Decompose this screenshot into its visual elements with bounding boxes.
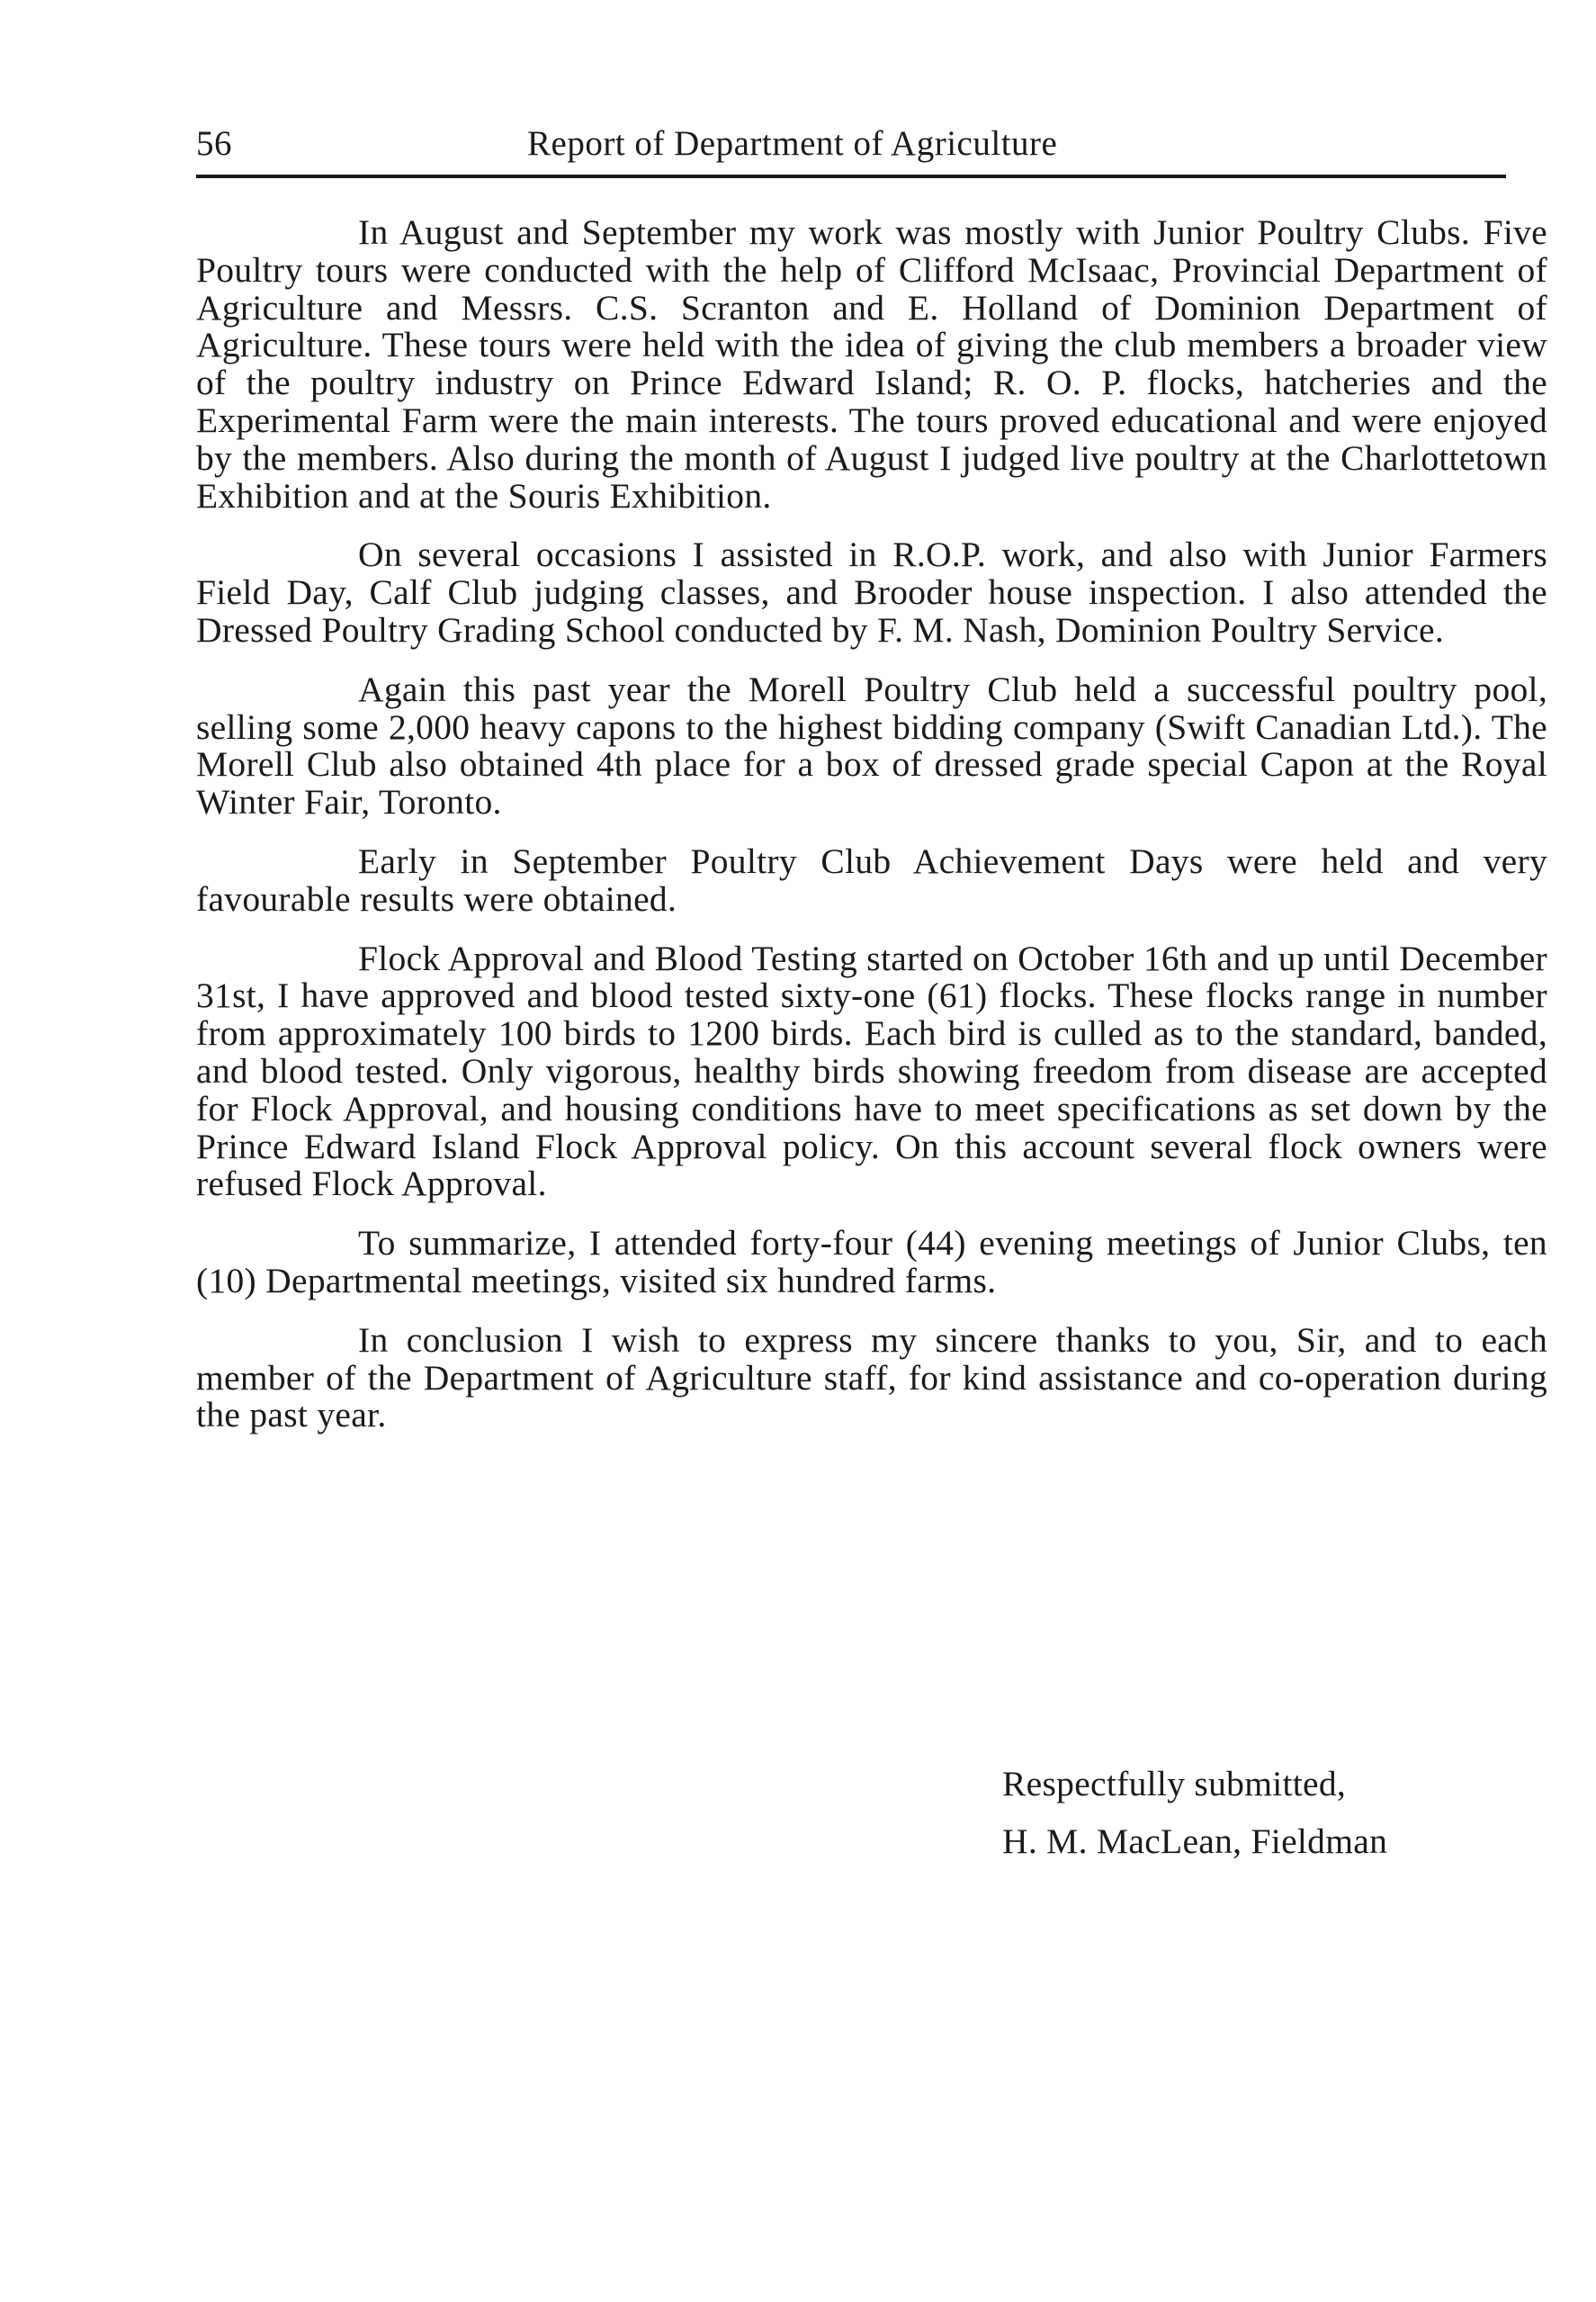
report-body xyxy=(196,214,1547,1456)
paragraph-flock-approval: Flock Approval and Blood Testing started on October 16th and up until December 31st, I have approved and blood tested sixty-one (61) flocks. These flocks range in number from approximately 100 birds to 1200 birds. Each bird is culled as to the standard, banded, and blood tested. Only vigorous, healthy birds showing freedom from disease are accepted for Flock Approval, and housing conditions have to meet specifications as set down by the Prince Edward Island Flock Approval policy. On this account several flock owners were refused Flock Approval. xyxy=(196,938,1547,1204)
paragraph-achievement-days: Early in September Poultry Club Achievement Days were held and very favourable results were obtained. xyxy=(196,841,1547,919)
closing-line: Respectfully submitted, xyxy=(1002,1764,1347,1803)
paragraph-morell-club: Again this past year the Morell Poultry Club held a successful poultry pool, selling some 2,000 heavy capons to the highest bidding company (Swift Canadian Ltd.). The Morell Club also obtained 4th place for a box of dressed grade special Capon at the Royal Winter Fair, Toronto. xyxy=(196,669,1547,823)
paragraph-conclusion: In conclusion I wish to express my sincere thanks to you, Sir, and to each member of the Department of Agriculture staff, for kind assistance and co-operation during the past year. xyxy=(196,1319,1547,1435)
paragraph-rop-work: On several occasions I assisted in R.O.P. work, and also with Junior Farmers Field Day, Calf Club judging classes, and Brooder house inspection. I also attended the Dressed Poultry Grading School conducted by F. M. Nash, Dominion Poultry Service. xyxy=(196,535,1547,650)
running-head: Report of Department of Agriculture xyxy=(527,124,1058,163)
page-header xyxy=(196,119,1506,169)
paragraph-summary: To summarize, I attended forty-four (44) evening meetings of Junior Clubs, ten (10) Departmental meetings, visited six hundred farms. xyxy=(196,1223,1547,1300)
page-number: 56 xyxy=(196,124,232,163)
signatory-name: H. M. MacLean, Fieldman xyxy=(1002,1821,1388,1861)
paragraph-poultry-tours: In August and September my work was mostly with Junior Poultry Clubs. Five Poultry tours were conducted with the help of Clifford McIsaac, Provincial Department of Agriculture and Messrs. C.S. Scranton and E. Holland of Dominion Department of Agriculture. These tours were held with the idea of giving the club members a broader view of the poultry industry on Prince Edward Island; R. O. P. flocks, hatcheries and the Experimental Farm were the main interests. The tours proved educational and were enjoyed by the members. Also during the month of August I judged live poultry at the Charlottetown Exhibition and at the Souris Exhibition. xyxy=(196,212,1547,516)
signature-block xyxy=(1002,1755,1387,1870)
header-rule xyxy=(196,175,1506,178)
